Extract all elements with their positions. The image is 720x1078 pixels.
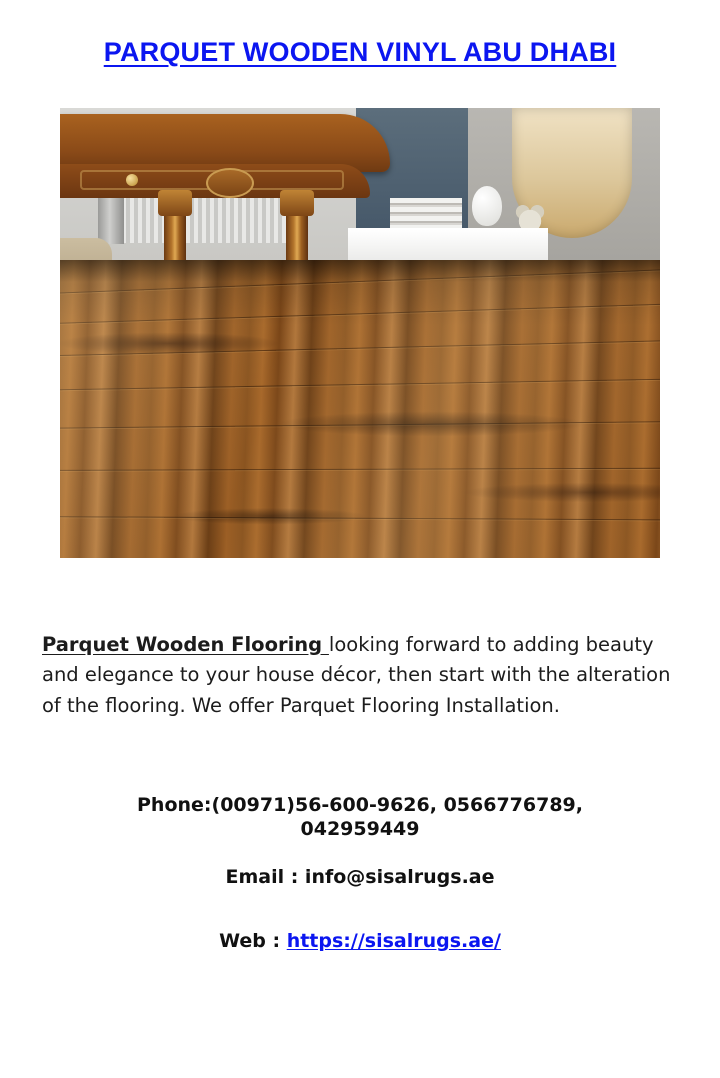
web-separator: : bbox=[272, 929, 281, 952]
phone-line-2: 042959449 bbox=[300, 818, 420, 841]
leg-capital bbox=[158, 190, 192, 216]
white-vase bbox=[472, 186, 502, 226]
flyer-page bbox=[0, 38, 720, 1078]
hero-image-container bbox=[0, 108, 720, 558]
leg-capital bbox=[280, 190, 314, 216]
phone-line-1: Phone:(00971)56-600-9626, 0566776789, bbox=[137, 793, 583, 816]
baseboard-shadow bbox=[60, 260, 660, 282]
dried-plant bbox=[512, 200, 548, 230]
hero-image bbox=[60, 108, 660, 558]
drawer-knob bbox=[126, 174, 138, 186]
page-title: PARQUET WOODEN VINYL ABU DHABI bbox=[103, 37, 617, 67]
stacked-books bbox=[390, 198, 462, 230]
body-paragraph bbox=[42, 630, 678, 721]
website-link[interactable]: https://sisalrugs.ae/ bbox=[286, 929, 501, 952]
desk-top bbox=[60, 114, 390, 172]
wooden-floor bbox=[60, 260, 660, 558]
contact-block bbox=[0, 793, 720, 952]
lead-keyword: Parquet Wooden Flooring bbox=[42, 632, 329, 656]
web-line bbox=[0, 930, 720, 952]
body-rest: looking forward to adding beauty and elegance to your house décor, then start with the alteration of the flooring. We offer Parquet Flooring Installation. bbox=[42, 632, 671, 717]
desk-medallion bbox=[206, 168, 254, 198]
phone-line bbox=[0, 793, 720, 842]
web-label: Web bbox=[219, 929, 266, 952]
floor-sheen-overlay bbox=[60, 260, 660, 558]
email-line: Email : info@sisalrugs.ae bbox=[225, 865, 495, 888]
